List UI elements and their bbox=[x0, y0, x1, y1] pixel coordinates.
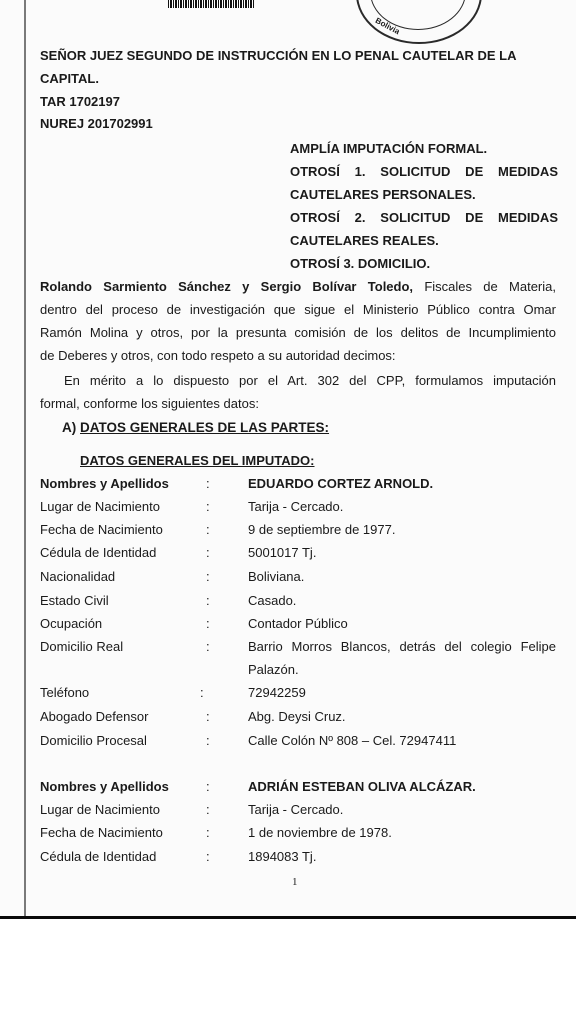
field-label: Abogado Defensor bbox=[40, 709, 149, 724]
field-colon: : bbox=[206, 779, 210, 794]
section-a-title: DATOS GENERALES DE LAS PARTES: bbox=[80, 420, 330, 435]
field-label: Lugar de Nacimiento bbox=[40, 802, 160, 817]
field-value: Tarija - Cercado. bbox=[248, 802, 344, 817]
field-colon: : bbox=[206, 593, 210, 608]
field-value: 1 de noviembre de 1978. bbox=[248, 825, 392, 840]
field-value: Contador Público bbox=[248, 616, 348, 631]
field-colon: : bbox=[206, 476, 210, 491]
field-colon: : bbox=[206, 802, 210, 817]
field-value-continuation: Palazón. bbox=[248, 662, 299, 677]
field-label: Domicilio Real bbox=[40, 639, 124, 654]
intro-line1-rest: Fiscales de Materia, bbox=[413, 279, 556, 294]
field-label: Fecha de Nacimiento bbox=[40, 522, 163, 537]
field-colon: : bbox=[206, 569, 210, 584]
intro-line bbox=[40, 279, 556, 295]
intro-line: En mérito a lo dispuesto por el Art. 302 del CPP, formulamos imputación bbox=[64, 373, 556, 388]
field-label: Estado Civil bbox=[40, 593, 109, 608]
official-seal bbox=[356, 0, 482, 44]
margin-line bbox=[24, 0, 26, 916]
field-label: Lugar de Nacimiento bbox=[40, 499, 160, 514]
field-value: 1894083 Tj. bbox=[248, 849, 317, 864]
page-bottom-border bbox=[0, 916, 576, 919]
field-value: 72942259 bbox=[248, 685, 306, 700]
field-colon: : bbox=[206, 733, 210, 748]
field-value: Abg. Deysi Cruz. bbox=[248, 709, 346, 724]
court-heading-line1: SEÑOR JUEZ SEGUNDO DE INSTRUCCIÓN EN LO PENAL CAUTELAR DE LA bbox=[40, 48, 517, 63]
intro-line: dentro del proceso de investigación que sigue el Ministerio Público contra Omar bbox=[40, 302, 556, 317]
section-a-prefix: A) bbox=[62, 420, 77, 435]
field-label: Nombres y Apellidos bbox=[40, 779, 169, 794]
prosecutors-names: Rolando Sarmiento Sánchez y Sergio Bolívar Toledo, bbox=[40, 279, 414, 294]
summary-line: OTROSÍ 1. SOLICITUD DE MEDIDAS bbox=[290, 164, 558, 179]
court-heading-line2: CAPITAL. bbox=[40, 71, 99, 86]
field-value: Boliviana. bbox=[248, 569, 305, 584]
summary-line: OTROSÍ 2. SOLICITUD DE MEDIDAS bbox=[290, 210, 558, 225]
field-label: Ocupación bbox=[40, 616, 103, 631]
field-colon: : bbox=[206, 825, 210, 840]
field-value: Barrio Morros Blancos, detrás del colegio Felipe bbox=[248, 639, 556, 654]
summary-line: AMPLÍA IMPUTACIÓN FORMAL. bbox=[290, 141, 488, 156]
field-colon: : bbox=[206, 639, 210, 654]
intro-line: formal, conforme los siguientes datos: bbox=[40, 396, 259, 411]
imputado-name: ADRIÁN ESTEBAN OLIVA ALCÁZAR. bbox=[248, 779, 476, 794]
field-label: Teléfono bbox=[40, 685, 90, 700]
imputado-name: EDUARDO CORTEZ ARNOLD. bbox=[248, 476, 434, 491]
nurej-number: NUREJ 201702991 bbox=[40, 116, 153, 131]
intro-line: de Deberes y otros, con todo respeto a su autoridad decimos: bbox=[40, 348, 396, 363]
field-label: Nombres y Apellidos bbox=[40, 476, 169, 491]
field-value: Casado. bbox=[248, 593, 297, 608]
section-a bbox=[62, 420, 329, 436]
barcode bbox=[168, 0, 254, 8]
field-value: Calle Colón Nº 808 – Cel. 72947411 bbox=[248, 733, 457, 748]
summary-line: CAUTELARES REALES. bbox=[290, 233, 439, 248]
summary-line: CAUTELARES PERSONALES. bbox=[290, 187, 476, 202]
field-label: Cédula de Identidad bbox=[40, 849, 157, 864]
field-colon: : bbox=[206, 522, 210, 537]
field-colon: : bbox=[206, 545, 210, 560]
field-colon: : bbox=[206, 616, 210, 631]
summary-line: OTROSÍ 3. DOMICILIO. bbox=[290, 256, 431, 271]
field-colon: : bbox=[206, 499, 210, 514]
field-colon: : bbox=[200, 685, 204, 700]
page-number: 1 bbox=[292, 876, 298, 888]
tar-number: TAR 1702197 bbox=[40, 94, 120, 109]
field-label: Fecha de Nacimiento bbox=[40, 825, 163, 840]
subsection-title: DATOS GENERALES DEL IMPUTADO: bbox=[80, 453, 315, 468]
field-label: Domicilio Procesal bbox=[40, 733, 147, 748]
field-colon: : bbox=[206, 709, 210, 724]
seal-text: Bolivia bbox=[373, 16, 402, 37]
field-value: Tarija - Cercado. bbox=[248, 499, 344, 514]
field-value: 5001017 Tj. bbox=[248, 545, 317, 560]
intro-line: Ramón Molina y otros, por la presunta comisión de los delitos de Incumplimiento bbox=[40, 325, 556, 340]
field-label: Cédula de Identidad bbox=[40, 545, 157, 560]
field-colon: : bbox=[206, 849, 210, 864]
field-label: Nacionalidad bbox=[40, 569, 116, 584]
field-value: 9 de septiembre de 1977. bbox=[248, 522, 396, 537]
